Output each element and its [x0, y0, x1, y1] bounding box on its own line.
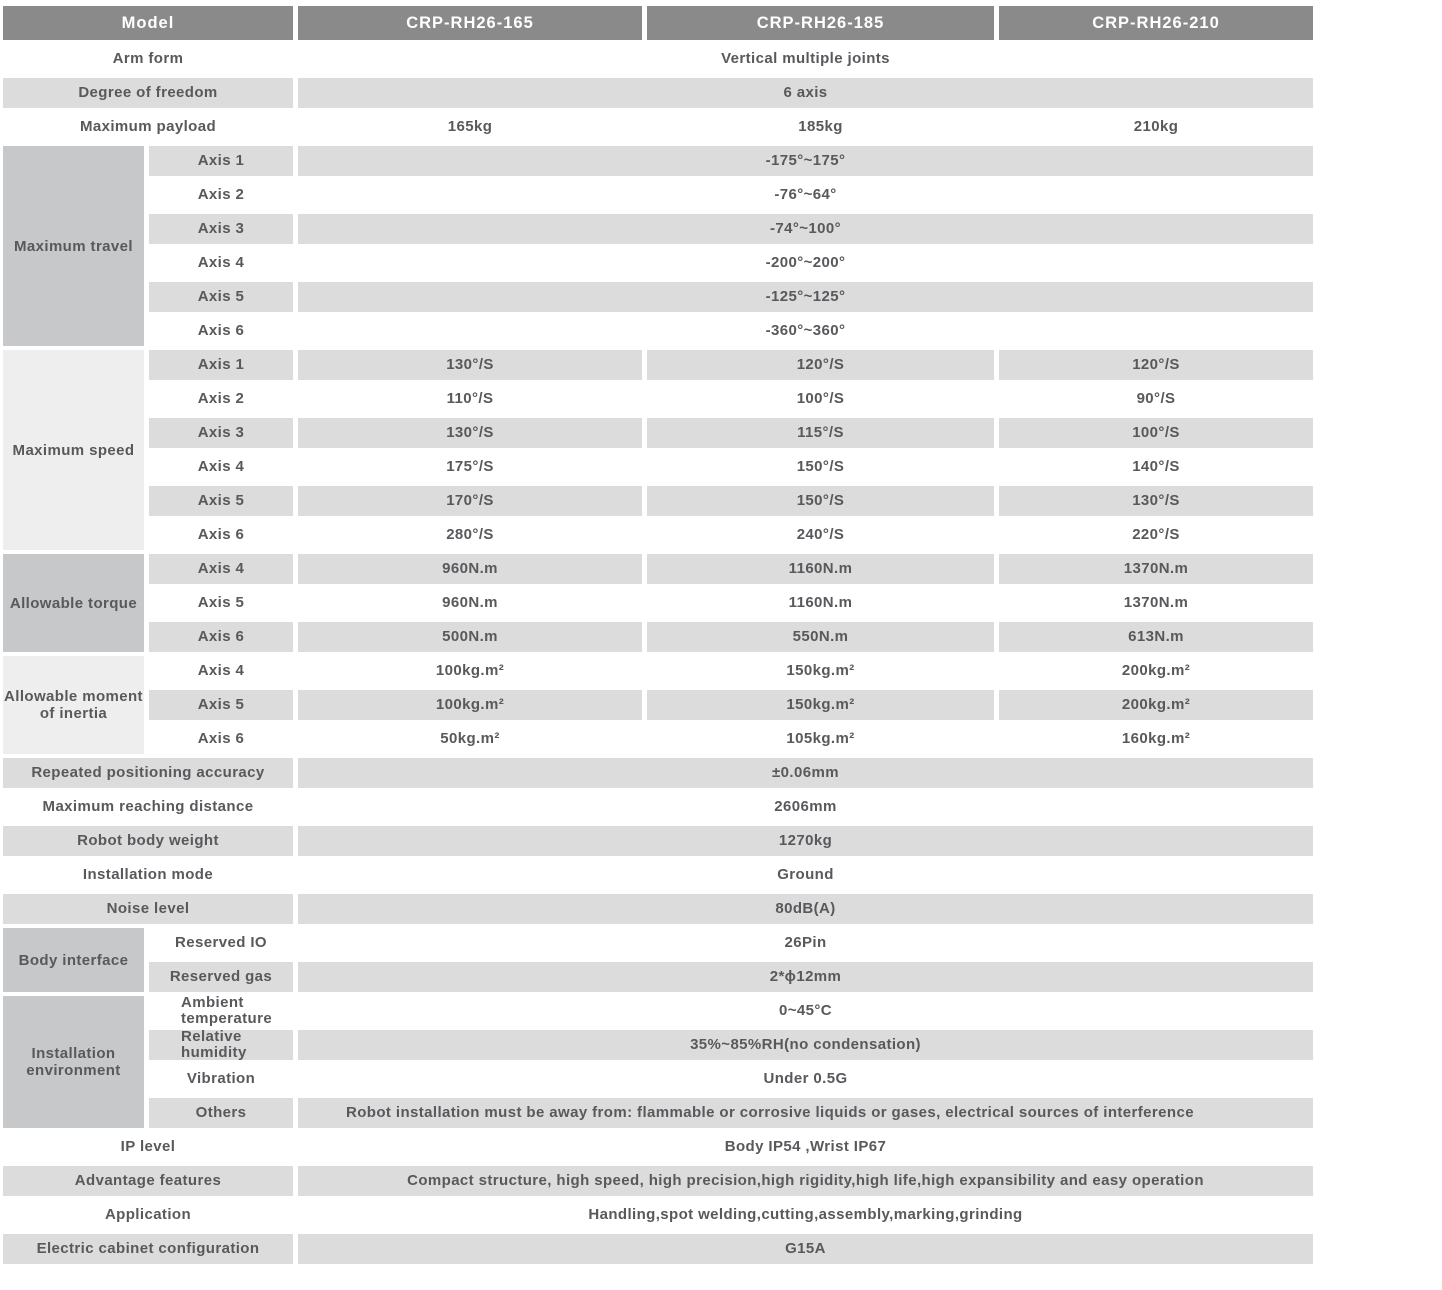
sub-label-reserved-io: Reserved IO: [175, 934, 267, 951]
value-speed: 115°/S: [647, 418, 994, 448]
value-travel: -74°~100°: [298, 214, 1313, 244]
axis-label: Axis 4: [197, 662, 245, 679]
value-torque: 1160N.m: [788, 594, 853, 611]
column-header-model-210: CRP-RH26-210: [999, 6, 1313, 40]
value-payload-165: 165kg: [447, 118, 493, 135]
row-label-repeated-positioning-accuracy: Repeated positioning accuracy: [3, 758, 293, 788]
value-payload-185: 185kg: [798, 118, 843, 135]
value-noise-level: 80dB(A): [298, 894, 1313, 924]
value-inertia: 100kg.m²: [435, 662, 505, 679]
value-arm-form: Vertical multiple joints: [721, 50, 890, 67]
axis-label: Axis 4: [197, 458, 245, 475]
group-label-body-interface: Body interface: [3, 928, 144, 992]
row-label-maximum-payload: Maximum payload: [79, 118, 217, 135]
value-vibration: Under 0.5G: [763, 1070, 848, 1087]
value-speed: 100°/S: [999, 418, 1313, 448]
axis-label: Axis 6: [149, 622, 293, 652]
value-inertia: 50kg.m²: [440, 730, 500, 747]
value-speed: 90°/S: [1136, 390, 1176, 407]
row-label-arm-form: Arm form: [112, 50, 184, 67]
value-speed: 140°/S: [1132, 458, 1180, 475]
axis-label: Axis 6: [197, 730, 245, 747]
robot-spec-table: [3, 6, 1316, 1264]
group-label-allowable-moment-of-inertia: Allowable moment of inertia: [3, 656, 144, 754]
value-weight: 1270kg: [298, 826, 1313, 856]
sub-label-relative-humidity: Relative humidity: [149, 1030, 293, 1060]
value-speed: 240°/S: [796, 526, 845, 543]
value-reach: 2606mm: [774, 798, 837, 815]
value-torque: 960N.m: [298, 554, 642, 584]
value-advantage-features: Compact structure, high speed, high precision,high rigidity,high life,high expansibility and easy operation: [298, 1166, 1313, 1196]
value-speed: 130°/S: [298, 418, 642, 448]
value-electric-cabinet: G15A: [298, 1234, 1313, 1264]
row-label-degree-of-freedom: Degree of freedom: [3, 78, 293, 108]
row-label-noise-level: Noise level: [3, 894, 293, 924]
value-speed: 100°/S: [796, 390, 845, 407]
group-label-installation-environment: Installation environment: [3, 996, 144, 1128]
value-degree-of-freedom: 6 axis: [298, 78, 1313, 108]
value-speed: 130°/S: [999, 486, 1313, 516]
value-inertia: 160kg.m²: [1121, 730, 1191, 747]
axis-label: Axis 3: [149, 418, 293, 448]
axis-label: Axis 1: [149, 146, 293, 176]
value-speed: 280°/S: [446, 526, 494, 543]
axis-label: Axis 6: [197, 526, 245, 543]
value-inertia: 200kg.m²: [1121, 662, 1191, 679]
value-payload-210: 210kg: [1133, 118, 1179, 135]
value-torque: 613N.m: [999, 622, 1313, 652]
value-torque: 550N.m: [647, 622, 994, 652]
value-ambient-temperature: 0~45°C: [778, 1002, 833, 1019]
value-torque: 1370N.m: [1123, 594, 1189, 611]
value-ip-level: Body IP54 ,Wrist IP67: [724, 1138, 887, 1155]
axis-label: Axis 5: [149, 690, 293, 720]
value-speed: 120°/S: [647, 350, 994, 380]
axis-label: Axis 5: [149, 486, 293, 516]
row-label-advantage-features: Advantage features: [3, 1166, 293, 1196]
value-others: Robot installation must be away from: flammable or corrosive liquids or gases, electrical sources of interference: [298, 1098, 1313, 1128]
sub-label-reserved-gas: Reserved gas: [149, 962, 293, 992]
value-torque: 1160N.m: [647, 554, 994, 584]
value-travel: -175°~175°: [298, 146, 1313, 176]
row-label-robot-body-weight: Robot body weight: [3, 826, 293, 856]
value-speed: 220°/S: [1132, 526, 1180, 543]
column-header-model-185: CRP-RH26-185: [647, 6, 994, 40]
value-speed: 120°/S: [999, 350, 1313, 380]
value-speed: 175°/S: [446, 458, 494, 475]
axis-label: Axis 3: [149, 214, 293, 244]
row-label-installation-mode: Installation mode: [82, 866, 214, 883]
row-label-electric-cabinet-configuration: Electric cabinet configuration: [3, 1234, 293, 1264]
column-header-model-165: CRP-RH26-165: [298, 6, 642, 40]
row-label-ip-level: IP level: [120, 1138, 176, 1155]
value-inertia: 105kg.m²: [786, 730, 855, 747]
group-label-allowable-torque: Allowable torque: [3, 554, 144, 652]
value-inertia: 200kg.m²: [999, 690, 1313, 720]
value-speed: 150°/S: [796, 458, 845, 475]
axis-label: Axis 4: [197, 254, 245, 271]
value-relative-humidity: 35%~85%RH(no condensation): [298, 1030, 1313, 1060]
value-speed: 110°/S: [446, 390, 494, 407]
group-label-maximum-travel: Maximum travel: [3, 146, 144, 346]
axis-label: Axis 2: [197, 186, 245, 203]
axis-label: Axis 6: [197, 322, 245, 339]
axis-label: Axis 1: [149, 350, 293, 380]
value-travel: -200°~200°: [765, 254, 846, 271]
group-label-maximum-speed: Maximum speed: [3, 350, 144, 550]
sub-label-others: Others: [149, 1098, 293, 1128]
axis-label: Axis 5: [149, 282, 293, 312]
axis-label: Axis 4: [149, 554, 293, 584]
value-torque: 500N.m: [298, 622, 642, 652]
value-torque: 1370N.m: [999, 554, 1313, 584]
value-speed: 170°/S: [298, 486, 642, 516]
sub-label-vibration: Vibration: [186, 1070, 256, 1087]
sub-label-ambient-temperature: Ambient temperature: [181, 994, 273, 1027]
model-header: Model: [3, 6, 293, 40]
value-inertia: 100kg.m²: [298, 690, 642, 720]
value-inertia: 150kg.m²: [647, 690, 994, 720]
value-speed: 150°/S: [647, 486, 994, 516]
value-reserved-io: 26Pin: [784, 934, 827, 951]
axis-label: Axis 5: [197, 594, 245, 611]
row-label-application: Application: [104, 1206, 192, 1223]
value-accuracy: ±0.06mm: [298, 758, 1313, 788]
value-inertia: 150kg.m²: [786, 662, 855, 679]
value-travel: -125°~125°: [298, 282, 1313, 312]
row-label-maximum-reaching-distance: Maximum reaching distance: [42, 798, 254, 815]
axis-label: Axis 2: [197, 390, 245, 407]
value-torque: 960N.m: [442, 594, 498, 611]
value-travel: -360°~360°: [765, 322, 846, 339]
value-travel: -76°~64°: [774, 186, 837, 203]
value-application: Handling,spot welding,cutting,assembly,marking,grinding: [588, 1206, 1023, 1223]
value-installation-mode: Ground: [777, 866, 834, 883]
value-speed: 130°/S: [298, 350, 642, 380]
value-reserved-gas: 2*ϕ12mm: [298, 962, 1313, 992]
